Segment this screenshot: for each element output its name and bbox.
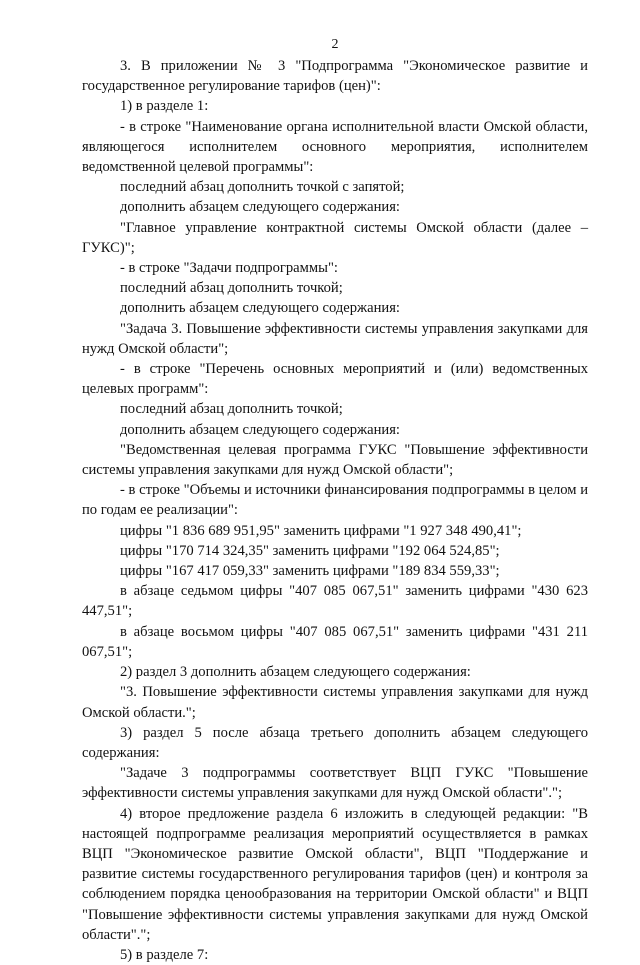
paragraph-subitem-5: 5) в разделе 7: (120, 946, 209, 963)
document-page (82, 36, 588, 965)
paragraph-last-dot: последний абзац дополнить точкой; (120, 280, 343, 297)
paragraph-task-3: "Задача 3. Повышение эффективности системы управления закупками для нужд Омской области"; (82, 320, 588, 357)
paragraph-row-financing: - в строке "Объемы и источники финансирования подпрограммы в целом и по годам ее реализации": (82, 482, 588, 519)
paragraph-vcp-guks: "Ведомственная целевая программа ГУКС "Повышение эффективности системы управления закупками для нужд Омской области"; (82, 441, 588, 479)
paragraph-subitem-3: 3) раздел 5 после абзаца третьего дополнить абзацем следующего содержания: (82, 724, 588, 761)
paragraph-subitem-1: 1) в разделе 1: (120, 98, 209, 115)
paragraph-subitem-2: 2) раздел 3 дополнить абзацем следующего содержания: (120, 664, 471, 681)
paragraph-row-activities: - в строке "Перечень основных мероприятий и (или) ведомственных целевых программ": (82, 361, 588, 398)
paragraph-item-3: 3. В приложении № 3 "Подпрограмма "Экономическое развитие и государственное регулирование тарифов (цен)": (82, 58, 588, 95)
paragraph-add-content: дополнить абзацем следующего содержания: (120, 300, 400, 317)
paragraph-section5-addition: "Задаче 3 подпрограммы соответствует ВЦП ГУКС "Повышение эффективности системы управления закупками для нужд Омской области"."; (82, 765, 588, 802)
paragraph-guks-definition: "Главное управление контрактной системы Омской области (далее – ГУКС)"; (82, 219, 588, 256)
paragraph-row-executor: - в строке "Наименование органа исполнительной власти Омской области, являющегося исполнителем основного мероприятия, исполнителем ведомственной целевой программы": (82, 118, 588, 176)
paragraph-add-content: дополнить абзацем следующего содержания: (120, 199, 400, 216)
paragraph-section3-addition: "3. Повышение эффективности системы управления закупками для нужд Омской области."; (82, 684, 588, 721)
paragraph-seventh-abzac: в абзаце седьмом цифры "407 085 067,51" заменить цифрами "430 623 447,51"; (82, 583, 588, 620)
paragraph-subitem-4: 4) второе предложение раздела 6 изложить в следующей редакции: "В настоящей подпрограмме реализация мероприятий осуществляется в рамках ВЦП "Экономическое развитие Омской области", ВЦП "Поддержание и развитие системы государственного регулирования тарифов (цен) и контроля за соблюдением порядка ценообразования на территории Омской области" и ВЦП "Повышение эффективности системы управления закупками для нужд Омской области"."; (82, 805, 588, 943)
paragraph-figures-replace: цифры "170 714 324,35" заменить цифрами "192 064 524,85"; (120, 542, 500, 559)
paragraph-add-content: дополнить абзацем следующего содержания: (120, 421, 400, 438)
paragraph-last-semicolon: последний абзац дополнить точкой с запятой; (120, 179, 405, 196)
paragraph-row-tasks: - в строке "Задачи подпрограммы": (120, 260, 338, 277)
paragraph-figures-replace: цифры "1 836 689 951,95" заменить цифрами "1 927 348 490,41"; (120, 522, 522, 539)
paragraph-eighth-abzac: в абзаце восьмом цифры "407 085 067,51" заменить цифрами "431 211 067,51"; (82, 623, 588, 660)
paragraph-figures-replace: цифры "167 417 059,33" заменить цифрами "189 834 559,33"; (120, 563, 500, 580)
paragraph-last-dot: последний абзац дополнить точкой; (120, 401, 343, 418)
page-number: 2 (331, 37, 339, 52)
